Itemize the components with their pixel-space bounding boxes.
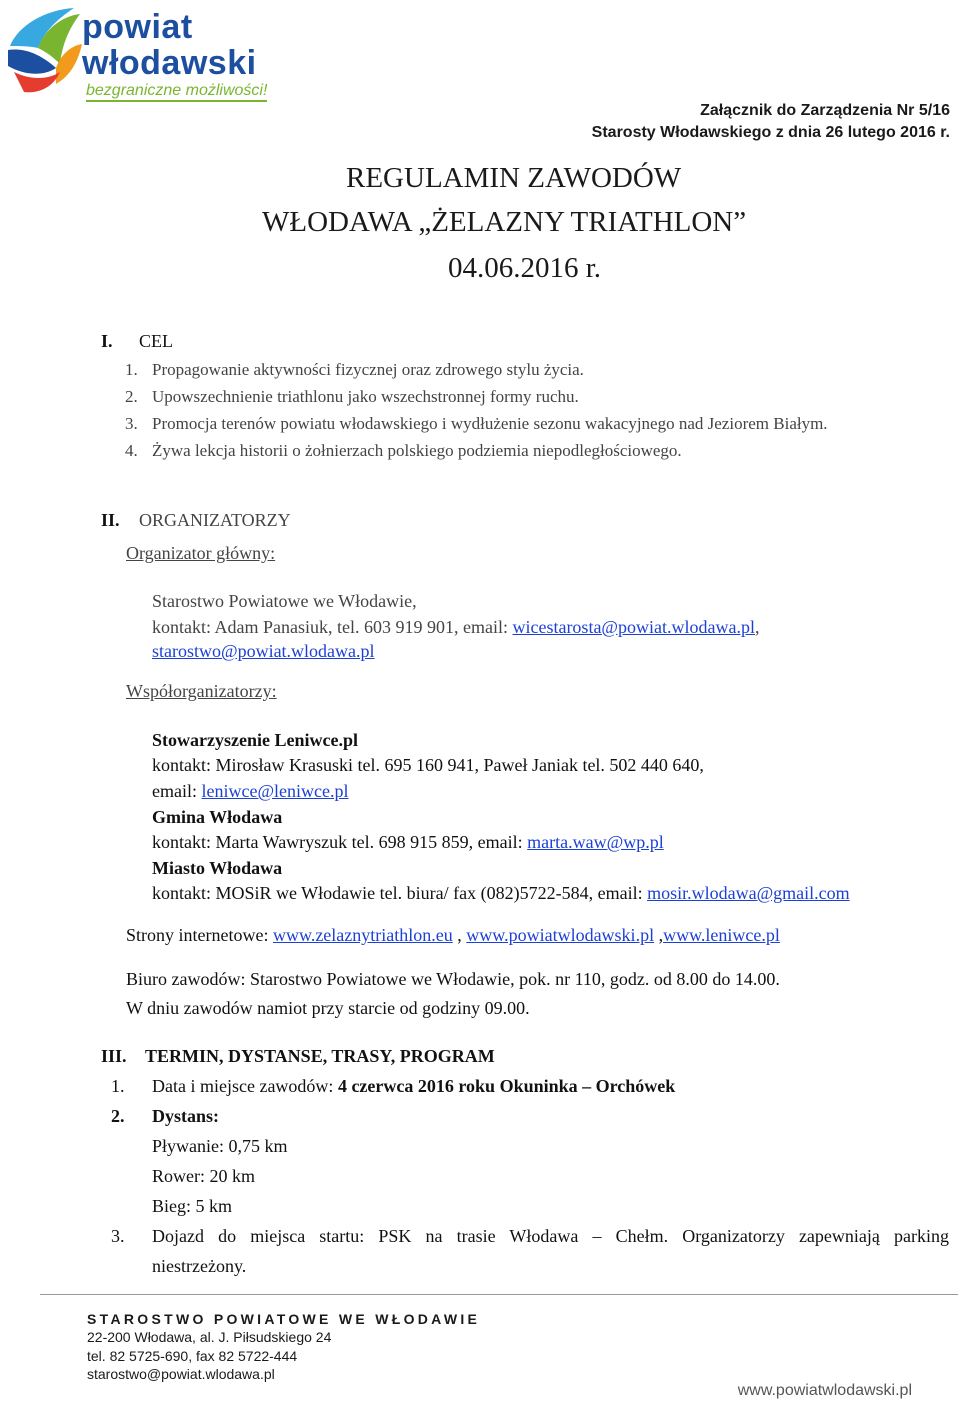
logo xyxy=(4,6,276,106)
list-item: Dojazd do miejsca startu: PSK na trasie Włodawa – Chełm. Organizatorzy zapewniają parking xyxy=(152,1226,949,1246)
race-day-info: W dniu zawodów namiot przy starcie od godziny 09.00. xyxy=(126,998,530,1018)
office-info: Biuro zawodów: Starostwo Powiatowe we Włodawie, pok. nr 110, godz. od 8.00 do 14.00. xyxy=(126,969,780,989)
section-num: I. xyxy=(101,331,113,351)
email-link[interactable]: leniwce@leniwce.pl xyxy=(201,781,349,801)
logo-tagline: bezgraniczne możliwości! xyxy=(86,82,267,102)
section-num: III. xyxy=(101,1046,127,1066)
main-organizer-label: Organizator główny: xyxy=(126,543,276,563)
list-item-continuation: niestrzeżony. xyxy=(152,1256,247,1276)
list-item: 4. Żywa lekcja historii o żołnierzach polskiego podziemia niepodległościowego. xyxy=(125,441,682,460)
logo-word-wlodawski: włodawski xyxy=(82,44,257,82)
org2-contact: kontakt: Marta Wawryszuk tel. 698 915 859, email: marta.waw@wp.pl xyxy=(152,832,664,852)
org2-name: Gmina Włodawa xyxy=(152,807,283,827)
website-link[interactable]: www.powiatwlodawski.pl xyxy=(466,925,655,945)
annex-line2: Starosty Włodawskiego z dnia 26 lutego 2016 r. xyxy=(591,124,950,141)
title-line2: WŁODAWA „ŻELAZNY TRIATHLON” xyxy=(262,206,747,238)
title-line1: REGULAMIN ZAWODÓW xyxy=(346,162,682,194)
list-item: 2. Dystans: xyxy=(111,1106,220,1126)
footer-org: STAROSTWO POWIATOWE WE WŁODAWIE xyxy=(87,1311,481,1327)
org1-email-line: email: leniwce@leniwce.pl xyxy=(152,781,349,801)
section-heading: CEL xyxy=(139,331,173,351)
annex-line1: Załącznik do Zarządzenia Nr 5/16 xyxy=(700,102,950,119)
list-item-num: 3. xyxy=(111,1226,125,1246)
org1-name: Stowarzyszenie Leniwce.pl xyxy=(152,730,358,750)
logo-word-powiat: powiat xyxy=(82,8,193,46)
list-item: 1. Data i miejsce zawodów: 4 czerwca 2016 roku Okuninka – Orchówek xyxy=(111,1076,676,1096)
website-link[interactable]: www.leniwce.pl xyxy=(663,925,780,945)
footer-email[interactable]: starostwo@powiat.wlodawa.pl xyxy=(87,1366,275,1382)
website-link[interactable]: www.zelaznytriathlon.eu xyxy=(272,925,453,945)
email-link[interactable]: wicestarosta@powiat.wlodawa.pl xyxy=(512,617,755,637)
email-link[interactable]: starostwo@powiat.wlodawa.pl xyxy=(152,641,375,661)
email-link[interactable]: marta.waw@wp.pl xyxy=(527,832,664,852)
main-organizer-contact: kontakt: Adam Panasiuk, tel. 603 919 901, email: wicestarosta@powiat.wlodawa.pl, xyxy=(152,617,760,637)
footer-phone: tel. 82 5725-690, fax 82 5722-444 xyxy=(87,1348,298,1364)
distance-run: Bieg: 5 km xyxy=(152,1196,232,1216)
websites-line: Strony internetowe: www.zelaznytriathlon.eu , www.powiatwlodawski.pl ,www.leniwce.pl xyxy=(126,925,780,945)
co-organizers-label: Współorganizatorzy: xyxy=(126,681,277,701)
distance-bike: Rower: 20 km xyxy=(152,1166,255,1186)
list-item: 2. Upowszechnienie triathlonu jako wszechstronnej formy ruchu. xyxy=(125,387,579,406)
section-heading: TERMIN, DYSTANSE, TRASY, PROGRAM xyxy=(145,1046,495,1066)
distance-swim: Pływanie: 0,75 km xyxy=(152,1136,288,1156)
title-line3: 04.06.2016 r. xyxy=(448,252,602,284)
section-heading: ORGANIZATORZY xyxy=(139,510,291,530)
list-item: 3. Promocja terenów powiatu włodawskiego i wydłużenie sezonu wakacyjnego nad Jeziorem Białym. xyxy=(125,414,828,433)
list-item: 1. Propagowanie aktywności fizycznej oraz zdrowego stylu życia. xyxy=(125,360,584,379)
org3-contact: kontakt: MOSiR we Włodawie tel. biura/ fax (082)5722-584, email: mosir.wlodawa@gmail.com xyxy=(152,883,850,903)
main-organizer-name: Starostwo Powiatowe we Włodawie, xyxy=(152,591,417,611)
footer-address: 22-200 Włodawa, al. J. Piłsudskiego 24 xyxy=(87,1329,332,1345)
logo-mark-icon xyxy=(4,6,84,98)
org3-name: Miasto Włodawa xyxy=(152,858,283,878)
org1-contact: kontakt: Mirosław Krasuski tel. 695 160 941, Paweł Janiak tel. 502 440 640, xyxy=(152,755,704,775)
main-organizer-email2 xyxy=(152,641,375,662)
email-link[interactable]: mosir.wlodawa@gmail.com xyxy=(647,883,850,903)
section-num: II. xyxy=(101,510,120,530)
footer-website[interactable]: www.powiatwlodawski.pl xyxy=(737,1382,912,1399)
footer-divider xyxy=(40,1294,958,1295)
